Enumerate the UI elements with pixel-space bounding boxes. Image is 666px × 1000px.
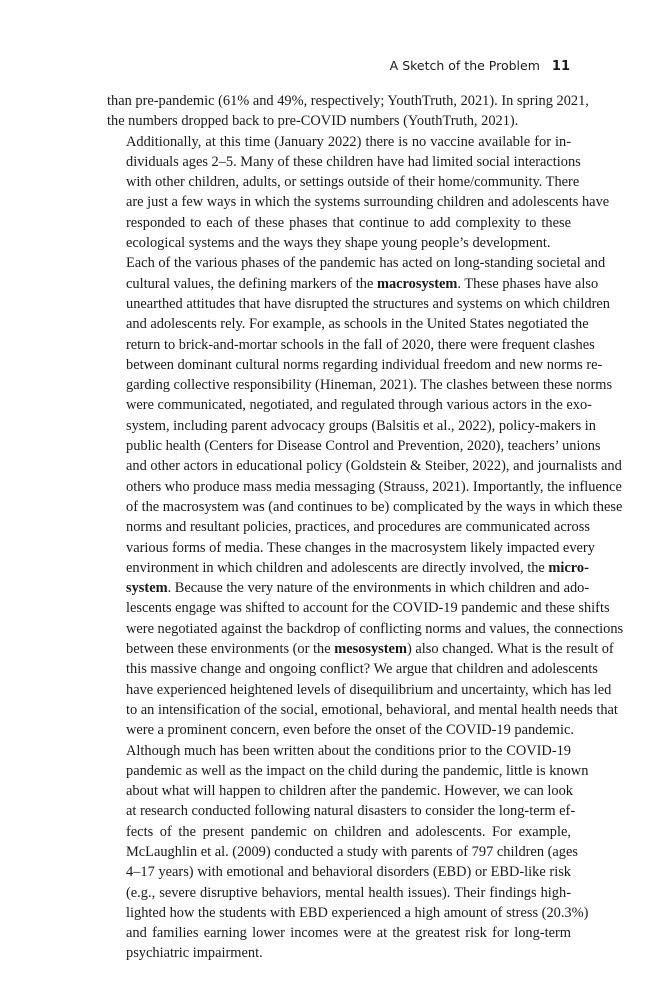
running-head xyxy=(390,58,570,74)
text-line: to an intensification of the social, emotional, behavioral, and mental health needs that xyxy=(126,701,618,718)
text-line: were negotiated against the backdrop of conflicting norms and values, the connections xyxy=(126,620,624,637)
text-line: dividuals ages 2–5. Many of these children have had limited social interactions xyxy=(126,153,581,170)
body-text xyxy=(107,91,624,964)
text-line: with other children, adults, or settings outside of their home/community. There xyxy=(126,174,580,191)
text-line: lighted how the students with EBD experienced a high amount of stress (20.3%) xyxy=(126,904,589,921)
text-line: and other actors in educational policy (Goldstein & Steiber, 2022), and journalists and xyxy=(126,458,622,475)
text-line: responded to each of these phases that continue to add complexity to these xyxy=(126,214,571,231)
text-line: at research conducted following natural disasters to consider the long-term ef- xyxy=(126,803,576,820)
text-line: others who produce mass media messaging (Strauss, 2021). Importantly, the influence xyxy=(126,478,622,495)
text-line: system. Because the very nature of the environments in which children and ado- xyxy=(126,580,590,597)
text-line: norms and resultant policies, practices, and procedures are communicated across xyxy=(126,519,590,536)
text-line: Although much has been written about the conditions prior to the COVID-19 xyxy=(126,742,571,759)
page-number: 11 xyxy=(551,59,570,74)
text-line: Additionally, at this time (January 2022) there is no vaccine available for in- xyxy=(126,133,571,150)
key-term: macrosystem xyxy=(376,275,458,292)
paragraph xyxy=(107,132,610,254)
text-line: the numbers dropped back to pre-COVID numbers (YouthTruth, 2021). xyxy=(107,113,519,130)
text-line: psychiatric impairment. xyxy=(126,945,263,962)
text-line: were communicated, negotiated, and regulated through various actors in the exo- xyxy=(126,397,592,414)
key-term: system xyxy=(126,580,168,597)
text-line: of the macrosystem was (and continues to be) complicated by the ways in which these xyxy=(126,498,623,515)
paragraph xyxy=(107,253,624,740)
text-line: McLaughlin et al. (2009) conducted a study with parents of 797 children (ages xyxy=(126,843,578,860)
running-title: A Sketch of the Problem xyxy=(389,58,540,73)
text-line: fects of the present pandemic on children and adolescents. For example, xyxy=(126,823,571,840)
text-line: about what will happen to children after the pandemic. However, we can look xyxy=(126,783,573,800)
text-line: pandemic as well as the impact on the child during the pandemic, little is known xyxy=(126,762,589,779)
paragraph xyxy=(107,741,589,964)
text-line: and families earning lower incomes were at the greatest risk for long-term xyxy=(126,925,571,942)
text-line: public health (Centers for Disease Control and Prevention, 2020), teachers’ unions xyxy=(126,438,601,455)
text-line: unearthed attitudes that have disrupted the structures and systems on which children xyxy=(126,295,610,312)
paragraph xyxy=(107,91,589,132)
text-line: 4–17 years) with emotional and behavioral disorders (EBD) or EBD-like risk xyxy=(126,864,571,881)
text-line: and adolescents rely. For example, as schools in the United States negotiated the xyxy=(126,316,589,333)
text-line: ecological systems and the ways they shape young people’s development. xyxy=(126,235,551,252)
text-line: system, including parent advocacy groups (Balsitis et al., 2022), policy-makers in xyxy=(126,417,596,434)
text-line: are just a few ways in which the systems surrounding children and adolescents have xyxy=(126,194,610,211)
key-term: mesosystem xyxy=(334,641,407,658)
text-line: various forms of media. These changes in the macrosystem likely impacted every xyxy=(126,539,595,556)
text-line: have experienced heightened levels of disequilibrium and uncertainty, which has led xyxy=(126,681,612,698)
text-line: between these environments (or the mesosystem) also changed. What is the result of xyxy=(126,641,614,658)
text-line: between dominant cultural norms regarding individual freedom and new norms re- xyxy=(126,356,603,373)
text-line: cultural values, the defining markers of the macrosystem. These phases have also xyxy=(126,275,599,292)
text-line: lescents engage was shifted to account for the COVID-19 pandemic and these shifts xyxy=(126,600,610,617)
text-line: garding collective responsibility (Hineman, 2021). The clashes between these norms xyxy=(126,377,613,394)
text-line: Each of the various phases of the pandemic has acted on long-standing societal and xyxy=(126,255,606,272)
text-line: than pre-pandemic (61% and 49%, respectively; YouthTruth, 2021). In spring 2021, xyxy=(107,93,589,109)
text-line: environment in which children and adolescents are directly involved, the micro- xyxy=(126,559,589,576)
key-term: micro- xyxy=(548,559,589,576)
text-line: return to brick-and-mortar schools in the fall of 2020, there were frequent clashes xyxy=(126,336,595,353)
text-line: this massive change and ongoing conflict? We argue that children and adolescents xyxy=(126,661,598,678)
text-line: were a prominent concern, even before the onset of the COVID-19 pandemic. xyxy=(126,722,574,739)
text-line: (e.g., severe disruptive behaviors, mental health issues). Their findings high- xyxy=(126,884,571,901)
